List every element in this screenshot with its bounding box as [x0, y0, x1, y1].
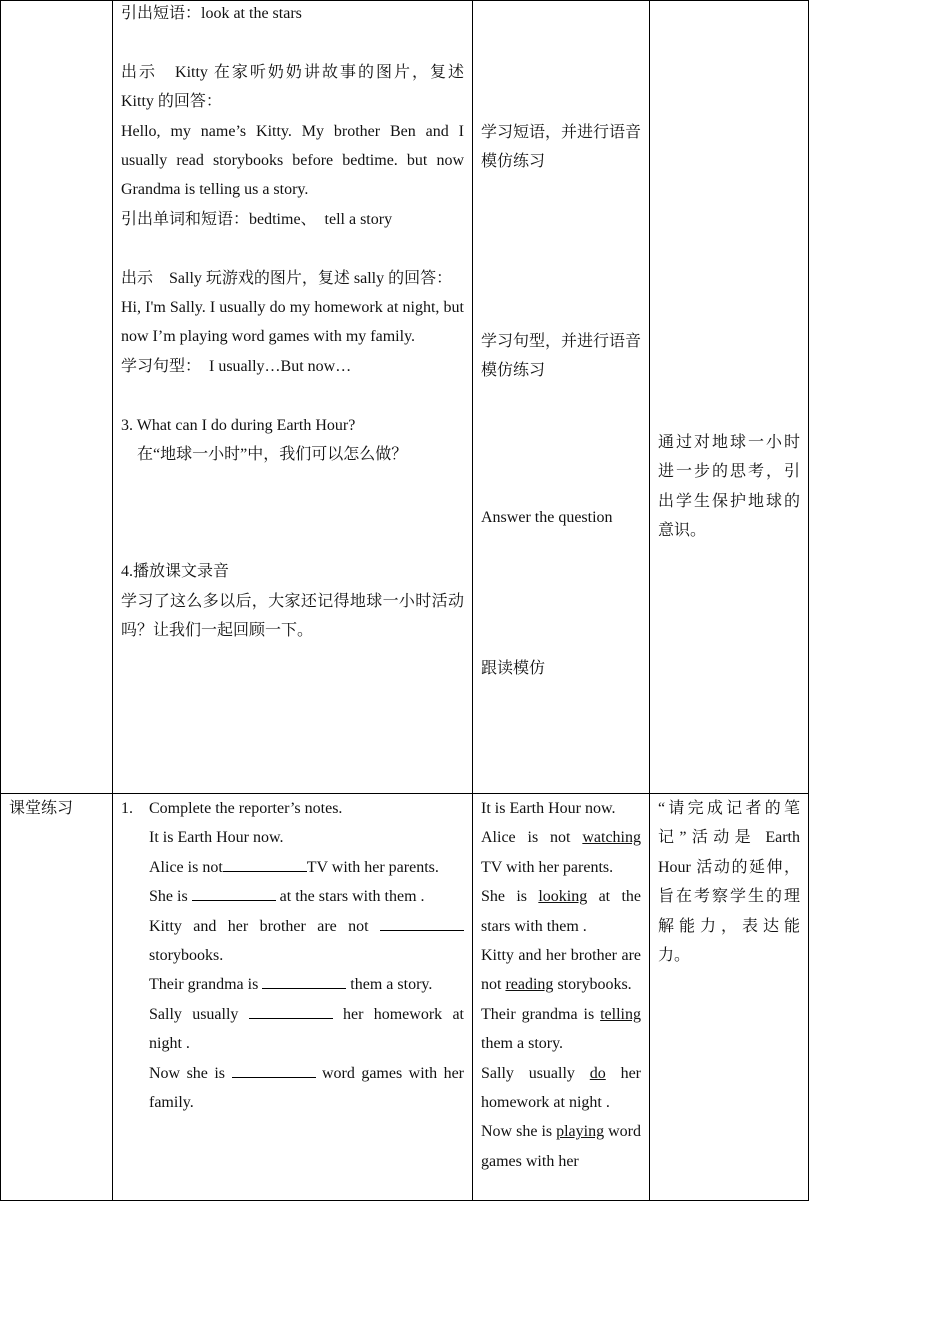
stage-cell-practice	[1, 794, 113, 1201]
practice-purpose-cell	[650, 794, 809, 1201]
stage-cell-empty	[1, 1, 113, 794]
design-purpose-text: 通过对地球一小时进一步的思考，引出学生保护地球的意识。	[658, 434, 800, 540]
note-line-4: Kitty and her brother are not storybooks.	[149, 912, 464, 971]
answer-word: looking	[538, 888, 588, 906]
sally-picture-intro: 出示 Sally 玩游戏的图片，复述 sally 的回答：	[121, 269, 453, 287]
exercise-item	[121, 794, 464, 1117]
answer-blank	[223, 854, 307, 872]
answer-line-3: She is looking at the stars with them .	[481, 888, 641, 935]
answer-line-6: Sally usually do her homework at night .	[481, 1064, 641, 1112]
answer-word: do	[589, 1064, 606, 1082]
note-line-2: Alice is not TV with her parents.	[149, 853, 464, 882]
answer-word: telling	[600, 1005, 641, 1023]
classroom-practice-row	[1, 794, 809, 1201]
sentence-pattern: 学习句型： I usually…But now…	[121, 357, 352, 375]
student-activity-4: 跟读模仿	[481, 660, 546, 678]
answer-word: playing	[556, 1123, 605, 1141]
note-line-6: Sally usually her homework at night .	[149, 1000, 464, 1059]
step-4-review: 学习了这么多以后，大家还记得地球一小时活动吗？让我们一起回顾一下。	[121, 592, 464, 640]
answer-line-2: Alice is not watching TV with her parents.	[481, 829, 641, 876]
sally-quote: Hi, I'm Sally. I usually do my homework at night, but now I’m playing word games with my family.	[121, 299, 464, 346]
exercise-list	[121, 794, 464, 1117]
question-3: 3. What can I do during Earth Hour?	[121, 416, 356, 434]
answer-blank	[232, 1060, 316, 1078]
answer-blank	[262, 971, 346, 989]
note-line-7: Now she is word games with her family.	[149, 1059, 464, 1118]
note-line-1: It is Earth Hour now.	[149, 829, 284, 847]
phrase-intro-bedtime: 引出单词和短语：bedtime、 tell a story	[121, 210, 393, 228]
answer-blank	[380, 913, 464, 931]
student-activity-2: 学习句型，并进行语音模仿练习	[481, 332, 642, 380]
exercise-title: Complete the reporter’s notes.	[149, 800, 343, 817]
answer-line-5: Their grandma is telling them a story.	[481, 1005, 641, 1053]
answer-key-cell	[473, 794, 650, 1201]
step-4-play-recording: 4.播放课文录音	[121, 563, 230, 581]
student-activity-3: Answer the question	[481, 508, 613, 526]
kitty-quote: Hello, my name’s Kitty. My brother Ben and I usually read storybooks before bedtime. but now Grandma is telling us a story.	[121, 122, 464, 199]
teacher-activity-cell	[113, 1, 473, 794]
answer-blank	[192, 883, 276, 901]
teaching-process-row	[1, 1, 809, 794]
note-line-5: Their grandma is them a story.	[149, 970, 464, 999]
design-purpose-cell	[650, 1, 809, 794]
student-activity-cell	[473, 1, 650, 794]
exercise-cell	[113, 794, 473, 1201]
answer-line-4: Kitty and her brother are not reading storybooks.	[481, 947, 641, 994]
exercise-number: 1.	[121, 800, 133, 817]
answer-line-7: Now she is playing word games with her	[481, 1123, 641, 1170]
phrase-intro-stars: 引出短语：look at the stars	[121, 5, 302, 22]
practice-purpose-text: “请完成记者的笔记”活动是 Earth Hour 活动的延伸，旨在考察学生的理解能力，表达能力。	[658, 800, 800, 965]
kitty-picture-intro: 出示 Kitty 在家听奶奶讲故事的图片，复述 Kitty 的回答：	[121, 63, 464, 111]
answer-blank	[249, 1001, 333, 1019]
note-line-3: She is at the stars with them .	[149, 882, 464, 911]
answer-line-1: It is Earth Hour now.	[481, 800, 616, 817]
stage-label: 课堂练习	[9, 800, 74, 817]
question-3-chinese: 在“地球一小时”中，我们可以怎么做？	[121, 446, 408, 464]
student-activity-1: 学习短语，并进行语音模仿练习	[481, 124, 642, 171]
answer-word: reading	[505, 976, 554, 994]
answer-word: watching	[582, 829, 641, 847]
